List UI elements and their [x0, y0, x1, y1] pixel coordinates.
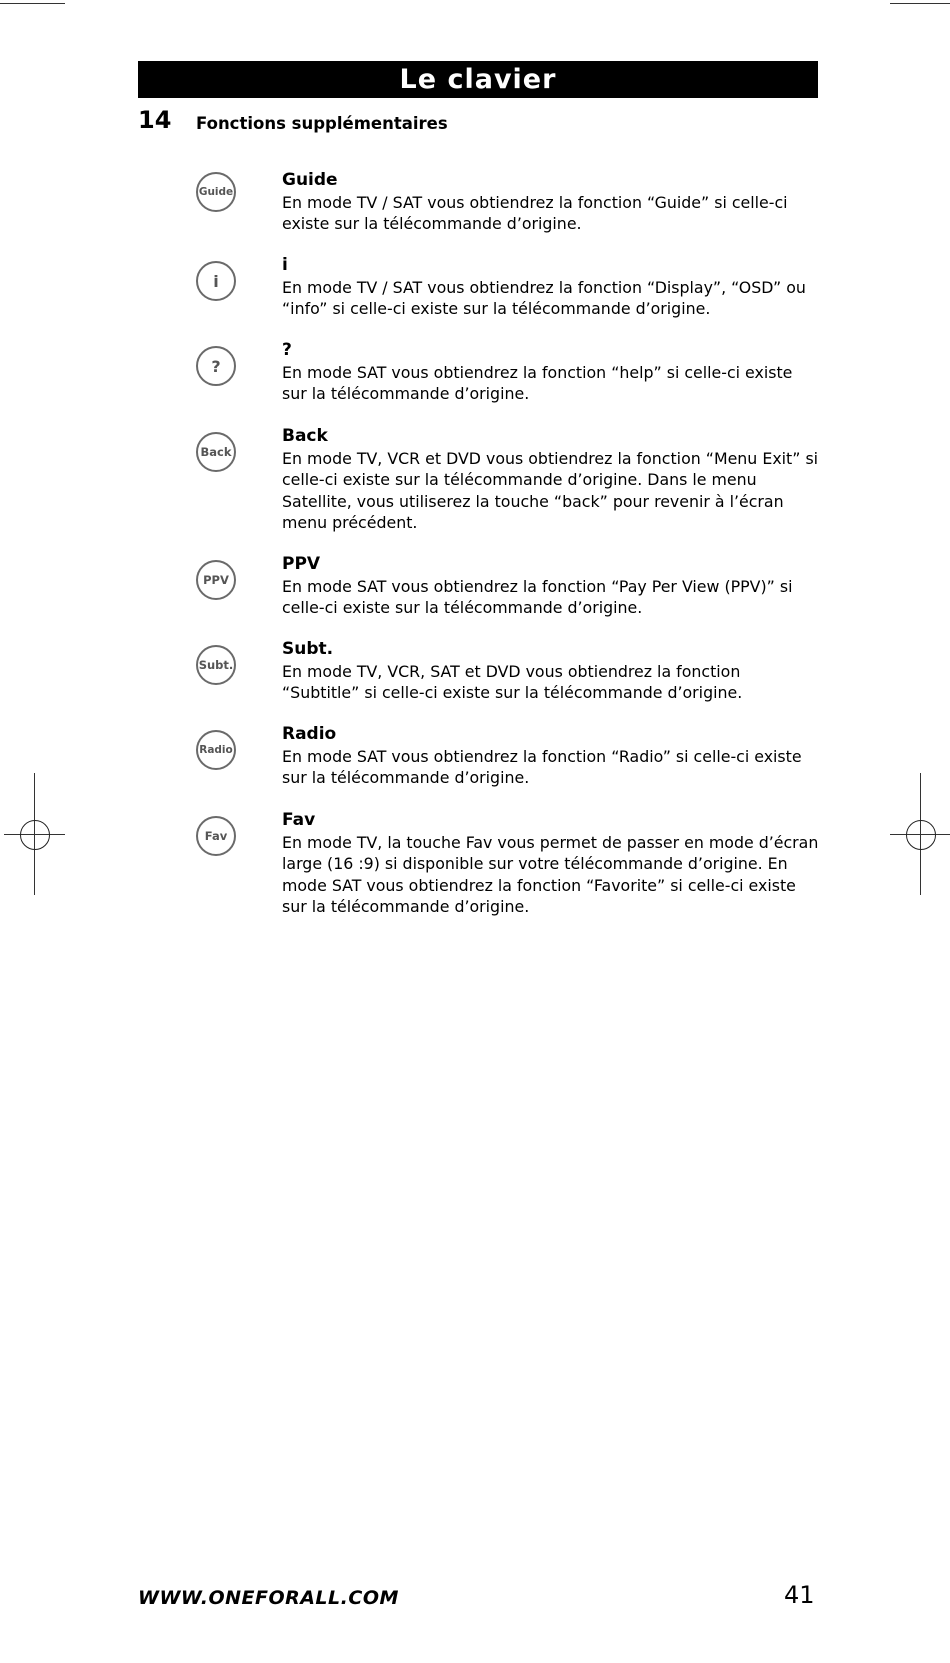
item-description: En mode SAT vous obtiendrez la fonction “Radio” si celle-ci existe sur la télécommande d’origine.: [282, 746, 802, 787]
item-name: Fav: [282, 810, 316, 830]
item-name: PPV: [282, 554, 321, 574]
item-description: En mode TV, VCR et DVD vous obtiendrez la fonction “Menu Exit” si celle-ci existe sur la télécommande d’origine. Dans le menu Satellite, vous utiliserez la touche “back” pour revenir à l’écran menu précédent.: [282, 448, 819, 532]
fav-key-icon: Fav: [196, 816, 236, 856]
registration-circle-left: [20, 820, 50, 850]
item-name: i: [282, 255, 288, 275]
crop-mark-top-right: [890, 3, 950, 4]
item-description: En mode TV / SAT vous obtiendrez la fonction “Guide” si celle-ci existe sur la télécommande d’origine.: [282, 192, 788, 233]
radio-key-icon: Radio: [196, 730, 236, 770]
section-page-number: 14: [138, 106, 172, 134]
item-name: Guide: [282, 170, 338, 190]
help-key-icon: ?: [196, 346, 236, 386]
back-key-icon: Back: [196, 432, 236, 472]
item-name: Radio: [282, 724, 337, 744]
page-number: 41: [784, 1581, 815, 1609]
info-key-icon: i: [196, 261, 236, 301]
item-name: Subt.: [282, 639, 334, 659]
item-description: En mode TV, la touche Fav vous permet de passer en mode d’écran large (16 :9) si disponible sur votre télécommande d’origine. En mode SAT vous obtiendrez la fonction “Favorite” si celle-ci existe sur la télécommande d’origine.: [282, 832, 819, 916]
website-url: WWW.ONEFORALL.COM: [138, 1587, 399, 1609]
subtitle-key-icon: Subt.: [196, 645, 236, 685]
item-name: Back: [282, 426, 328, 446]
guide-key-icon: Guide: [196, 172, 236, 212]
item-description: En mode TV, VCR, SAT et DVD vous obtiendrez la fonction “Subtitle” si celle-ci existe sur la télécommande d’origine.: [282, 661, 743, 702]
item-description: En mode SAT vous obtiendrez la fonction “help” si celle-ci existe sur la télécommande d’origine.: [282, 362, 793, 403]
item-description: En mode SAT vous obtiendrez la fonction “Pay Per View (PPV)” si celle-ci existe sur la télécommande d’origine.: [282, 576, 793, 617]
chapter-banner: Le clavier: [138, 61, 818, 98]
section-title: Fonctions supplémentaires: [196, 114, 448, 133]
crop-mark-top-left: [0, 3, 65, 4]
item-description: En mode TV / SAT vous obtiendrez la fonction “Display”, “OSD” ou “info” si celle-ci existe sur la télécommande d’origine.: [282, 277, 806, 318]
ppv-key-icon: PPV: [196, 560, 236, 600]
item-name: ?: [282, 340, 292, 360]
registration-circle-right: [906, 820, 936, 850]
